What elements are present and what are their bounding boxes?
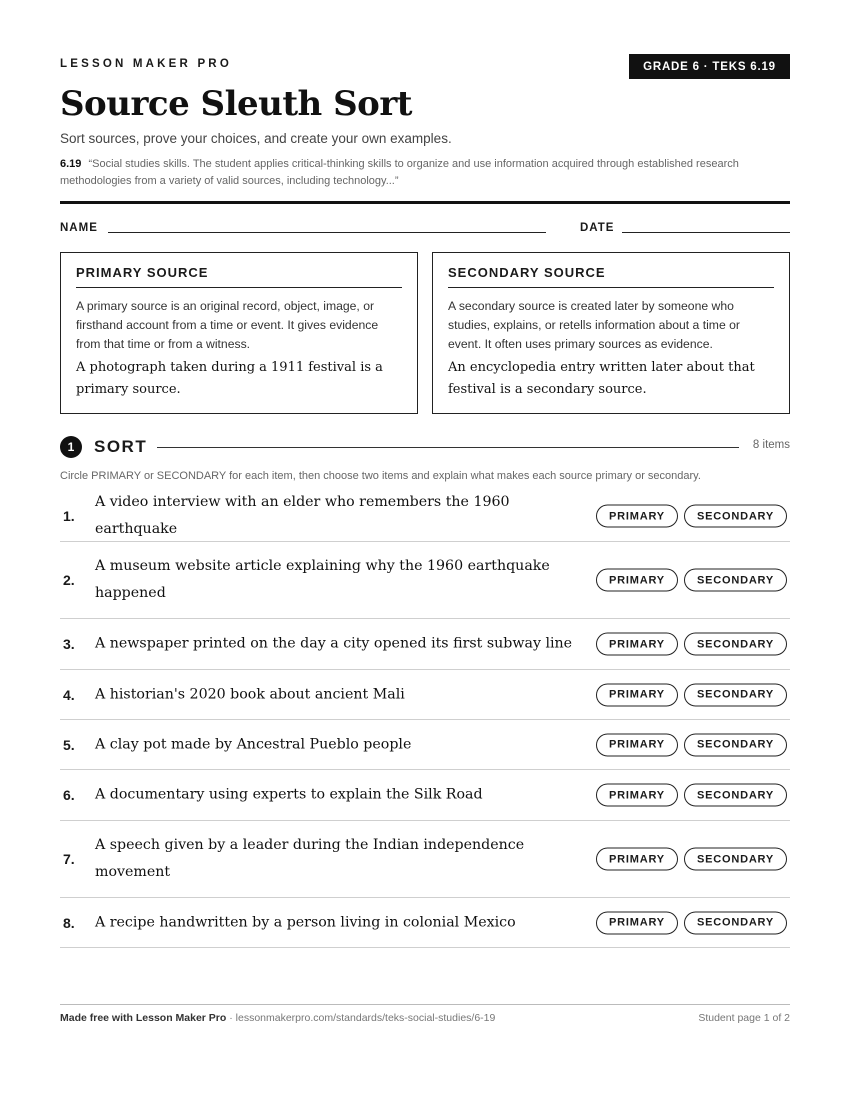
footer	[60, 1012, 790, 1024]
secondary-choice[interactable]: SECONDARY	[684, 911, 787, 934]
item-text: A museum website article explaining why the 1960 earthquake happened	[95, 558, 550, 601]
item-text: A video interview with an elder who remembers the 1960 earthquake	[95, 494, 510, 537]
secondary-choice[interactable]: SECONDARY	[684, 733, 787, 756]
item-number: 4.	[63, 686, 75, 703]
footer-url[interactable]: · lessonmakerpro.com/standards/teks-social-studies/6-19	[226, 1012, 496, 1024]
sort-instructions: Circle PRIMARY or SECONDARY for each item, then choose two items and explain what makes each source primary or secondary.	[60, 470, 701, 482]
sort-item	[60, 619, 790, 670]
choice-group	[596, 784, 787, 807]
primary-choice[interactable]: PRIMARY	[596, 633, 678, 656]
primary-choice[interactable]: PRIMARY	[596, 911, 678, 934]
sort-item	[60, 670, 790, 720]
primary-source-definition	[60, 252, 418, 414]
sort-item	[60, 542, 790, 619]
item-number: 6.	[63, 787, 75, 803]
item-text: A recipe handwritten by a person living in colonial Mexico	[95, 914, 516, 930]
secondary-choice[interactable]: SECONDARY	[684, 784, 787, 807]
footer-divider	[60, 1004, 790, 1005]
standard-quote	[60, 156, 780, 190]
definition-heading: PRIMARY SOURCE	[76, 265, 402, 288]
secondary-choice[interactable]: SECONDARY	[684, 633, 787, 656]
item-number: 8.	[63, 914, 75, 931]
page-subtitle: Sort sources, prove your choices, and create your own examples.	[60, 131, 452, 146]
secondary-source-definition	[432, 252, 790, 414]
primary-choice[interactable]: PRIMARY	[596, 683, 678, 706]
choice-group	[596, 569, 787, 592]
item-number: 2.	[63, 572, 75, 588]
primary-choice[interactable]: PRIMARY	[596, 569, 678, 592]
definition-example: An encyclopedia entry written later about that festival is a secondary source.	[448, 360, 755, 397]
date-label: DATE	[580, 222, 615, 234]
item-number: 7.	[63, 851, 75, 867]
section-title: SORT	[94, 437, 148, 456]
section-number-badge: 1	[60, 436, 82, 458]
sort-item	[60, 821, 790, 898]
sort-section-header	[60, 435, 790, 459]
item-text: A clay pot made by Ancestral Pueblo people	[95, 736, 412, 752]
choice-group	[596, 733, 787, 756]
item-number: 1.	[63, 508, 75, 524]
definition-text: A secondary source is created later by someone who studies, explains, or retells information about a time or event. It often uses primary sources as evidence.	[448, 299, 740, 351]
standard-code: 6.19	[60, 158, 82, 170]
sort-item	[60, 491, 790, 542]
section-divider	[157, 447, 739, 448]
footer-made-with: Made free with Lesson Maker Pro	[60, 1012, 227, 1024]
name-label: NAME	[60, 222, 98, 234]
item-count: 8 items	[752, 439, 790, 451]
sort-item	[60, 720, 790, 770]
brand-name: LESSON MAKER PRO	[60, 58, 232, 70]
name-field[interactable]	[108, 232, 546, 233]
grade-badge: GRADE 6 · TEKS 6.19	[629, 54, 790, 79]
choice-group	[596, 911, 787, 934]
primary-choice[interactable]: PRIMARY	[596, 784, 678, 807]
date-field[interactable]	[622, 232, 790, 233]
definition-text: A primary source is an original record, object, image, or firsthand account from a time or event. It gives evidence from that time or from a witness.	[76, 299, 379, 351]
choice-group	[596, 505, 787, 528]
choice-group	[596, 633, 787, 656]
sort-item	[60, 770, 790, 821]
secondary-choice[interactable]: SECONDARY	[684, 569, 787, 592]
secondary-choice[interactable]: SECONDARY	[684, 683, 787, 706]
primary-choice[interactable]: PRIMARY	[596, 848, 678, 871]
standard-text: “Social studies skills. The student applies critical-thinking skills to organize and use information acquired through established research methodologies from a variety of valid sources, including technology...”	[60, 158, 739, 187]
item-text: A documentary using experts to explain the Silk Road	[95, 786, 483, 803]
page-number: Student page 1 of 2	[698, 1012, 790, 1024]
item-number: 3.	[63, 636, 75, 652]
primary-choice[interactable]: PRIMARY	[596, 733, 678, 756]
primary-choice[interactable]: PRIMARY	[596, 505, 678, 528]
header-divider	[60, 201, 790, 204]
sort-items-list	[60, 491, 790, 948]
worksheet-page	[60, 0, 790, 1100]
choice-group	[596, 848, 787, 871]
secondary-choice[interactable]: SECONDARY	[684, 505, 787, 528]
item-text: A historian's 2020 book about ancient Mali	[95, 686, 405, 702]
sort-item	[60, 898, 790, 948]
item-text: A newspaper printed on the day a city opened its first subway line	[95, 635, 573, 652]
secondary-choice[interactable]: SECONDARY	[684, 848, 787, 871]
item-number: 5.	[63, 736, 75, 753]
definition-heading: SECONDARY SOURCE	[448, 265, 774, 288]
choice-group	[596, 683, 787, 706]
item-text: A speech given by a leader during the Indian independence movement	[95, 837, 525, 880]
definition-example: A photograph taken during a 1911 festival is a primary source.	[76, 360, 383, 397]
page-title: Source Sleuth Sort	[60, 84, 412, 124]
name-date-row	[60, 222, 790, 236]
